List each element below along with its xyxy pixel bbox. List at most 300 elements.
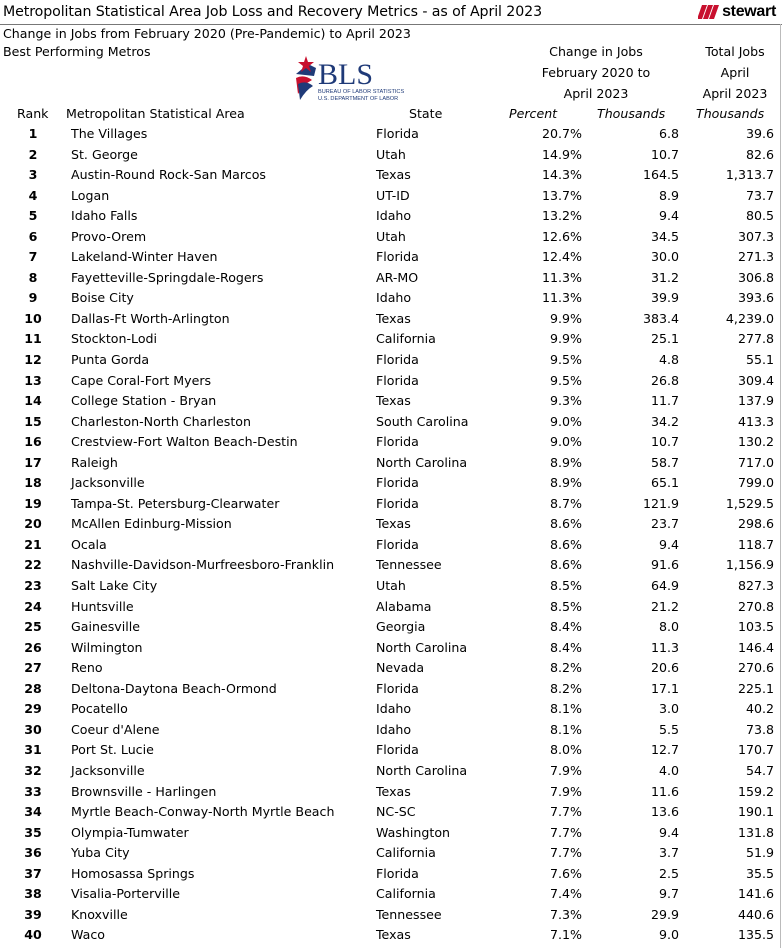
msa-cell: Logan: [71, 187, 110, 203]
total-cell: 827.3: [737, 578, 774, 594]
percent-cell: 9.9%: [550, 331, 582, 347]
rank-cell: 19: [24, 495, 42, 511]
percent-cell: 9.9%: [550, 310, 582, 326]
total-cell: 141.6: [737, 886, 774, 902]
rank-cell: 27: [24, 660, 42, 676]
thousands-cell: 23.7: [650, 516, 679, 532]
state-cell: Texas: [376, 783, 411, 799]
rank-cell: 23: [24, 578, 42, 594]
percent-cell: 7.3%: [550, 906, 582, 922]
msa-cell: Dallas-Ft Worth-Arlington: [71, 310, 230, 326]
total-cell: 277.8: [737, 331, 774, 347]
rank-cell: 12: [24, 352, 42, 368]
rank-cell: 37: [24, 865, 42, 881]
thousands-cell: 8.9: [658, 187, 679, 203]
total-cell: 80.5: [745, 208, 774, 224]
rank-cell: 5: [28, 208, 38, 224]
msa-cell: Cape Coral-Fort Myers: [71, 372, 212, 388]
total-cell: 717.0: [737, 454, 774, 470]
table-row: [0, 699, 782, 720]
col-header-total-thousands: Thousands: [696, 106, 765, 121]
total-cell: 135.5: [737, 927, 774, 943]
state-cell: Florida: [376, 434, 419, 450]
rank-cell: 8: [28, 269, 38, 285]
rank-cell: 11: [24, 331, 42, 347]
total-cell: 170.7: [737, 742, 774, 758]
total-cell: 393.6: [737, 290, 774, 306]
total-cell: 270.8: [737, 598, 774, 614]
percent-cell: 9.0%: [550, 413, 582, 429]
msa-cell: Yuba City: [71, 845, 130, 861]
table-row: [0, 535, 782, 556]
total-header-line2: April: [720, 65, 750, 80]
total-cell: 73.8: [745, 721, 774, 737]
msa-cell: Gainesville: [71, 619, 140, 635]
state-cell: Tennessee: [376, 557, 442, 573]
rank-cell: 17: [24, 454, 42, 470]
total-cell: 190.1: [737, 804, 774, 820]
total-header-line3: April 2023: [702, 86, 768, 101]
total-cell: 4,239.0: [725, 310, 774, 326]
percent-cell: 9.5%: [550, 372, 582, 388]
msa-cell: Olympia-Tumwater: [71, 824, 189, 840]
percent-cell: 8.1%: [550, 721, 582, 737]
percent-cell: 14.9%: [541, 146, 582, 162]
state-cell: California: [376, 886, 436, 902]
percent-cell: 7.6%: [550, 865, 582, 881]
state-cell: Idaho: [376, 290, 412, 306]
percent-cell: 9.5%: [550, 352, 582, 368]
thousands-cell: 5.5: [658, 721, 679, 737]
msa-cell: Crestview-Fort Walton Beach-Destin: [71, 434, 298, 450]
thousands-cell: 20.6: [650, 660, 679, 676]
percent-cell: 20.7%: [541, 126, 582, 141]
percent-cell: 8.5%: [550, 578, 582, 594]
rank-cell: 16: [24, 434, 42, 450]
percent-cell: 7.4%: [550, 886, 582, 902]
rank-cell: 18: [24, 475, 42, 491]
thousands-cell: 9.7: [658, 886, 679, 902]
thousands-cell: 39.9: [650, 290, 679, 306]
table-row: [0, 165, 782, 186]
total-cell: 55.1: [745, 352, 774, 368]
msa-cell: Jacksonville: [71, 475, 145, 491]
table-row: [0, 843, 782, 864]
state-cell: California: [376, 331, 436, 347]
state-cell: Washington: [376, 824, 451, 840]
state-cell: Texas: [376, 167, 411, 183]
percent-cell: 8.4%: [550, 639, 582, 655]
state-cell: Utah: [376, 146, 406, 162]
thousands-cell: 383.4: [642, 310, 679, 326]
state-cell: NC-SC: [376, 804, 416, 820]
total-cell: 131.8: [737, 824, 774, 840]
change-header-line2: February 2020 to: [541, 65, 651, 80]
rank-cell: 39: [24, 906, 42, 922]
thousands-cell: 30.0: [650, 249, 679, 265]
thousands-cell: 25.1: [650, 331, 679, 347]
state-cell: Alabama: [376, 598, 432, 614]
state-cell: Utah: [376, 578, 406, 594]
bls-flag-icon: [296, 56, 316, 100]
percent-cell: 8.2%: [550, 660, 582, 676]
rank-cell: 2: [28, 146, 38, 162]
thousands-cell: 21.2: [650, 598, 679, 614]
percent-cell: 8.1%: [550, 701, 582, 717]
total-cell: 159.2: [737, 783, 774, 799]
thousands-cell: 64.9: [650, 578, 679, 594]
total-cell: 413.3: [737, 413, 774, 429]
thousands-cell: 91.6: [650, 557, 679, 573]
table-row: [0, 391, 782, 412]
rank-cell: 32: [24, 762, 42, 778]
table-row: [0, 576, 782, 597]
total-cell: 146.4: [737, 639, 774, 655]
msa-cell: Pocatello: [71, 701, 128, 717]
msa-cell: Raleigh: [71, 454, 118, 470]
table-row: [0, 782, 782, 803]
rank-cell: 36: [24, 845, 42, 861]
bls-logo: [294, 54, 404, 104]
state-cell: Georgia: [376, 619, 426, 635]
percent-cell: 7.9%: [550, 762, 582, 778]
percent-cell: 7.7%: [550, 804, 582, 820]
percent-cell: 13.7%: [541, 187, 582, 203]
thousands-cell: 11.3: [650, 639, 679, 655]
table-row: [0, 206, 782, 227]
percent-cell: 8.2%: [550, 680, 582, 696]
table-row: [0, 268, 782, 289]
table-row: [0, 679, 782, 700]
rank-cell: 28: [24, 680, 42, 696]
rank-cell: 4: [28, 187, 38, 203]
table-row: [0, 905, 782, 926]
page-title: Metropolitan Statistical Area Job Loss and Recovery Metrics - as of April 2023: [3, 4, 542, 20]
table-row: [0, 864, 782, 885]
table-row: [0, 247, 782, 268]
table-row: [0, 597, 782, 618]
state-cell: Texas: [376, 310, 411, 326]
total-cell: 130.2: [737, 434, 774, 450]
msa-cell: Provo-Orem: [71, 228, 147, 244]
percent-cell: 14.3%: [541, 167, 582, 183]
table-row: [0, 309, 782, 330]
thousands-cell: 11.6: [650, 783, 679, 799]
thousands-cell: 9.4: [658, 824, 679, 840]
col-header-msa: Metropolitan Statistical Area: [66, 106, 245, 121]
msa-cell: Lakeland-Winter Haven: [71, 249, 218, 265]
msa-cell: Huntsville: [71, 598, 134, 614]
rank-cell: 10: [24, 310, 42, 326]
table-row: [0, 555, 782, 576]
rank-cell: 21: [24, 536, 42, 552]
msa-cell: Idaho Falls: [71, 208, 138, 224]
state-cell: Florida: [376, 352, 419, 368]
rank-cell: 29: [24, 701, 42, 717]
state-cell: Texas: [376, 393, 411, 409]
thousands-cell: 164.5: [642, 167, 679, 183]
table-row: [0, 453, 782, 474]
table-row: [0, 473, 782, 494]
bls-line2: U.S. DEPARTMENT OF LABOR: [318, 96, 399, 102]
msa-cell: Reno: [71, 660, 103, 676]
state-cell: Florida: [376, 536, 419, 552]
thousands-cell: 11.7: [650, 393, 679, 409]
total-cell: 40.2: [745, 701, 774, 717]
thousands-cell: 65.1: [650, 475, 679, 491]
total-cell: 103.5: [737, 619, 774, 635]
msa-cell: Tampa-St. Petersburg-Clearwater: [71, 495, 280, 511]
percent-cell: 7.9%: [550, 783, 582, 799]
percent-cell: 12.6%: [541, 228, 582, 244]
msa-cell: McAllen Edinburg-Mission: [71, 516, 232, 532]
rank-cell: 24: [24, 598, 42, 614]
state-cell: Idaho: [376, 208, 412, 224]
stewart-mark-icon: [698, 5, 720, 19]
state-cell: North Carolina: [376, 454, 468, 470]
percent-cell: 11.3%: [541, 290, 582, 306]
total-cell: 1,529.5: [725, 495, 774, 511]
percent-cell: 7.7%: [550, 845, 582, 861]
msa-cell: Austin-Round Rock-San Marcos: [71, 167, 266, 183]
total-cell: 309.4: [737, 372, 774, 388]
state-cell: California: [376, 845, 436, 861]
state-cell: Florida: [376, 126, 419, 141]
thousands-cell: 26.8: [650, 372, 679, 388]
rank-cell: 38: [24, 886, 42, 902]
table-row: [0, 823, 782, 844]
percent-cell: 8.9%: [550, 454, 582, 470]
percent-cell: 7.1%: [550, 927, 582, 943]
msa-cell: Myrtle Beach-Conway-North Myrtle Beach: [71, 804, 335, 820]
total-cell: 440.6: [737, 906, 774, 922]
metro-table: [0, 124, 782, 946]
percent-cell: 8.0%: [550, 742, 582, 758]
total-cell: 73.7: [745, 187, 774, 203]
msa-cell: Brownsville - Harlingen: [71, 783, 217, 799]
total-cell: 799.0: [737, 475, 774, 491]
total-cell: 1,313.7: [725, 167, 774, 183]
total-cell: 51.9: [745, 845, 774, 861]
rank-cell: 14: [24, 393, 42, 409]
table-row: [0, 432, 782, 453]
table-row: [0, 761, 782, 782]
percent-cell: 13.2%: [541, 208, 582, 224]
table-row: [0, 740, 782, 761]
table-row: [0, 802, 782, 823]
total-header-line1: Total Jobs: [705, 44, 765, 59]
table-row: [0, 638, 782, 659]
percent-cell: 9.3%: [550, 393, 582, 409]
rank-cell: 1: [28, 126, 38, 141]
msa-cell: Boise City: [71, 290, 134, 306]
bls-letters: BLS: [318, 58, 374, 91]
thousands-cell: 13.6: [650, 804, 679, 820]
col-header-thousands: Thousands: [597, 106, 666, 121]
state-cell: South Carolina: [376, 413, 469, 429]
rank-cell: 20: [24, 516, 42, 532]
msa-cell: Punta Gorda: [71, 352, 150, 368]
state-cell: Florida: [376, 865, 419, 881]
table-row: [0, 412, 782, 433]
thousands-cell: 9.4: [658, 208, 679, 224]
state-cell: Florida: [376, 495, 419, 511]
thousands-cell: 10.7: [650, 146, 679, 162]
total-cell: 137.9: [737, 393, 774, 409]
total-cell: 307.3: [737, 228, 774, 244]
table-row: [0, 371, 782, 392]
state-cell: Florida: [376, 742, 419, 758]
state-cell: Florida: [376, 249, 419, 265]
msa-cell: The Villages: [71, 126, 148, 141]
rank-cell: 7: [28, 249, 38, 265]
state-cell: Tennessee: [376, 906, 442, 922]
rank-cell: 40: [24, 927, 42, 943]
table-row: [0, 925, 782, 946]
state-cell: Florida: [376, 372, 419, 388]
thousands-cell: 2.5: [658, 865, 679, 881]
total-cell: 298.6: [737, 516, 774, 532]
rank-cell: 9: [28, 290, 38, 306]
total-cell: 82.6: [745, 146, 774, 162]
total-cell: 306.8: [737, 269, 774, 285]
rank-cell: 30: [24, 721, 42, 737]
col-header-state: State: [409, 106, 443, 121]
title-bar: [0, 0, 782, 25]
table-row: [0, 720, 782, 741]
state-cell: Florida: [376, 475, 419, 491]
rank-cell: 31: [24, 742, 42, 758]
subtitle-best: Best Performing Metros: [3, 44, 151, 59]
total-cell: 270.6: [737, 660, 774, 676]
thousands-cell: 6.8: [658, 126, 679, 141]
stewart-logo: [698, 3, 776, 21]
rank-cell: 3: [28, 167, 38, 183]
total-cell: 271.3: [737, 249, 774, 265]
thousands-cell: 9.0: [658, 927, 679, 943]
thousands-cell: 9.4: [658, 536, 679, 552]
table-row: [0, 329, 782, 350]
thousands-cell: 12.7: [650, 742, 679, 758]
thousands-cell: 10.7: [650, 434, 679, 450]
thousands-cell: 34.2: [650, 413, 679, 429]
msa-cell: Coeur d'Alene: [71, 721, 160, 737]
state-cell: Utah: [376, 228, 406, 244]
msa-cell: Waco: [71, 927, 105, 943]
total-cell: 118.7: [737, 536, 774, 552]
percent-cell: 8.5%: [550, 598, 582, 614]
table-row: [0, 617, 782, 638]
rank-cell: 26: [24, 639, 42, 655]
percent-cell: 8.6%: [550, 516, 582, 532]
thousands-cell: 3.7: [658, 845, 679, 861]
table-row: [0, 288, 782, 309]
total-cell: 35.5: [745, 865, 774, 881]
total-cell: 39.6: [745, 126, 774, 141]
thousands-cell: 4.8: [658, 352, 679, 368]
percent-cell: 8.9%: [550, 475, 582, 491]
col-header-rank: Rank: [17, 106, 49, 121]
table-row: [0, 494, 782, 515]
percent-cell: 7.7%: [550, 824, 582, 840]
state-cell: Florida: [376, 680, 419, 696]
msa-cell: Port St. Lucie: [71, 742, 154, 758]
table-row: [0, 227, 782, 248]
rank-cell: 25: [24, 619, 42, 635]
percent-cell: 9.0%: [550, 434, 582, 450]
thousands-cell: 121.9: [642, 495, 679, 511]
total-cell: 54.7: [745, 762, 774, 778]
msa-cell: Stockton-Lodi: [71, 331, 158, 347]
state-cell: Idaho: [376, 701, 412, 717]
bls-line1: BUREAU OF LABOR STATISTICS: [318, 89, 404, 95]
rank-cell: 6: [28, 228, 38, 244]
table-row: [0, 658, 782, 679]
percent-cell: 8.4%: [550, 619, 582, 635]
table-row: [0, 186, 782, 207]
rank-cell: 34: [24, 804, 42, 820]
msa-cell: Homosassa Springs: [71, 865, 195, 881]
thousands-cell: 31.2: [650, 269, 679, 285]
thousands-cell: 17.1: [650, 680, 679, 696]
table-row: [0, 514, 782, 535]
msa-cell: Salt Lake City: [71, 578, 158, 594]
msa-cell: Knoxville: [71, 906, 128, 922]
state-cell: North Carolina: [376, 762, 468, 778]
msa-cell: Nashville-Davidson-Murfreesboro-Franklin: [71, 557, 335, 573]
right-border: [780, 24, 781, 948]
table-row: [0, 350, 782, 371]
state-cell: AR-MO: [376, 269, 419, 285]
rank-cell: 15: [24, 413, 42, 429]
thousands-cell: 4.0: [658, 762, 679, 778]
percent-cell: 8.6%: [550, 536, 582, 552]
rank-cell: 22: [24, 557, 42, 573]
table-row: [0, 124, 782, 145]
table-row: [0, 884, 782, 905]
thousands-cell: 58.7: [650, 454, 679, 470]
state-cell: UT-ID: [376, 187, 410, 203]
percent-cell: 8.6%: [550, 557, 582, 573]
thousands-cell: 29.9: [650, 906, 679, 922]
msa-cell: St. George: [71, 146, 138, 162]
rank-cell: 33: [24, 783, 42, 799]
rank-cell: 13: [24, 372, 42, 388]
msa-cell: Ocala: [71, 536, 107, 552]
thousands-cell: 34.5: [650, 228, 679, 244]
state-cell: Nevada: [376, 660, 425, 676]
col-header-percent: Percent: [509, 106, 558, 121]
subtitle-change: Change in Jobs from February 2020 (Pre-Pandemic) to April 2023: [3, 26, 411, 41]
change-header-line1: Change in Jobs: [549, 44, 643, 59]
state-cell: Idaho: [376, 721, 412, 737]
percent-cell: 11.3%: [541, 269, 582, 285]
thousands-cell: 3.0: [658, 701, 679, 717]
state-cell: Texas: [376, 516, 411, 532]
msa-cell: College Station - Bryan: [71, 393, 217, 409]
msa-cell: Jacksonville: [71, 762, 145, 778]
msa-cell: Charleston-North Charleston: [71, 413, 251, 429]
msa-cell: Wilmington: [71, 639, 143, 655]
table-row: [0, 145, 782, 166]
percent-cell: 8.7%: [550, 495, 582, 511]
change-header-line3: April 2023: [563, 86, 629, 101]
msa-cell: Deltona-Daytona Beach-Ormond: [71, 680, 277, 696]
state-cell: North Carolina: [376, 639, 468, 655]
stewart-wordmark: stewart: [722, 3, 776, 20]
state-cell: Texas: [376, 927, 411, 943]
msa-cell: Visalia-Porterville: [71, 886, 180, 902]
